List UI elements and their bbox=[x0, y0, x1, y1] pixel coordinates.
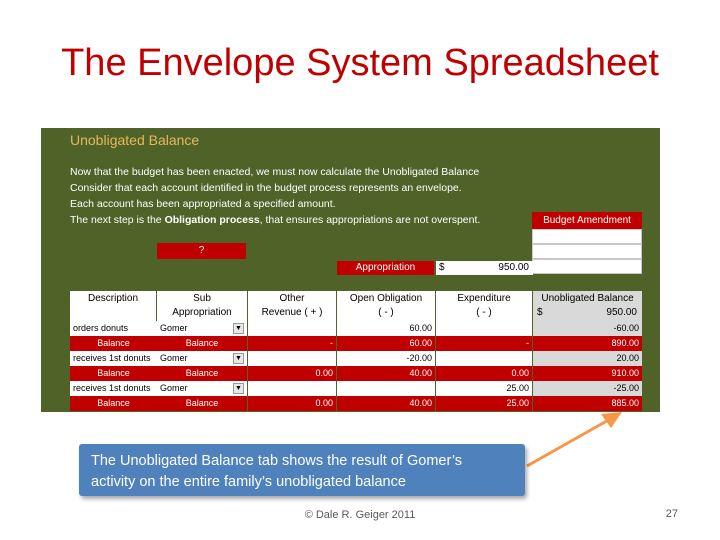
arrow-line bbox=[527, 418, 612, 466]
callout-line-1: The Unobligated Balance tab shows the result of Gomer’s bbox=[91, 453, 463, 469]
slide-title: The Envelope System Spreadsheet bbox=[61, 42, 659, 84]
instruction-line-4-start: The next step is the bbox=[70, 214, 165, 226]
header-open-text-2: ( - ) bbox=[378, 307, 394, 318]
row-other: 0.00 bbox=[248, 396, 336, 411]
row-exp[interactable]: 25.00 bbox=[436, 381, 532, 396]
row-open: 40.00 bbox=[337, 396, 435, 411]
row-sub-value: Gomer bbox=[160, 323, 188, 333]
row-unobligated: -60.00 bbox=[533, 321, 642, 336]
row-unobligated: 890.00 bbox=[533, 336, 642, 351]
row-description: Balance bbox=[70, 336, 157, 351]
instruction-line-4-end: , that ensures appropriations are not overspent. bbox=[259, 214, 481, 226]
dropdown-arrow-icon[interactable]: ▼ bbox=[233, 383, 244, 394]
row-unobligated: 20.00 bbox=[533, 351, 642, 366]
header-open-text: Open Obligation bbox=[349, 293, 423, 304]
row-sub-value: Balance bbox=[157, 336, 247, 351]
row-unobligated: 910.00 bbox=[533, 366, 642, 381]
header-unob-text: Unobligated Balance bbox=[541, 293, 634, 304]
instruction-line-2: Consider that each account identified in the budget process represents an envelope. bbox=[70, 182, 462, 194]
header-description-text: Description bbox=[87, 293, 139, 304]
row-sub-value: Balance bbox=[157, 396, 247, 411]
instruction-line-3: Each account has been appropriated a specified amount. bbox=[70, 198, 336, 210]
row-unobligated: 885.00 bbox=[533, 396, 642, 411]
row-open: 60.00 bbox=[337, 336, 435, 351]
header-other-text: Other bbox=[279, 293, 305, 304]
header-exp-text-2: ( - ) bbox=[476, 307, 492, 318]
row-open: 40.00 bbox=[337, 366, 435, 381]
row-unobligated: -25.00 bbox=[533, 381, 642, 396]
footer-copyright: © Dale R. Geiger 2011 bbox=[304, 509, 416, 521]
row-exp: 25.00 bbox=[436, 396, 532, 411]
header-sub-text-2: Appropriation bbox=[172, 307, 232, 318]
obligation-process-text: Obligation process bbox=[164, 214, 260, 226]
instruction-line-1: Now that the budget has been enacted, we must now calculate the Unobligated Balance bbox=[70, 166, 480, 178]
row-sub-value: Gomer bbox=[160, 383, 188, 393]
row-description[interactable]: receives 1st donuts bbox=[70, 381, 157, 396]
appropriation-currency: $ bbox=[439, 262, 445, 273]
row-other: 0.00 bbox=[248, 366, 336, 381]
header-exp-text: Expenditure bbox=[457, 293, 511, 304]
appropriation-value: 950.00 bbox=[498, 262, 529, 273]
row-description: Balance bbox=[70, 366, 157, 381]
budget-amendment-label: Budget Amendment bbox=[532, 212, 642, 229]
row-sub-value: Balance bbox=[157, 366, 247, 381]
row-description: Balance bbox=[70, 396, 157, 411]
sheet-heading: Unobligated Balance bbox=[70, 132, 200, 148]
header-unob-value: 950.00 bbox=[606, 307, 637, 318]
header-sub-text: Sub bbox=[193, 293, 211, 304]
row-exp: 0.00 bbox=[436, 366, 532, 381]
appropriation-label: Appropriation bbox=[337, 261, 434, 275]
page-number: 27 bbox=[665, 508, 678, 520]
row-description[interactable]: receives 1st donuts bbox=[70, 351, 157, 366]
arrow-head bbox=[601, 412, 622, 428]
row-exp: - bbox=[436, 336, 532, 351]
row-open[interactable]: -20.00 bbox=[337, 351, 435, 366]
callout-line-2: activity on the entire family’s unobligated balance bbox=[91, 474, 406, 490]
row-other: - bbox=[248, 336, 336, 351]
row-description[interactable]: orders donuts bbox=[70, 321, 157, 336]
row-sub-value: Gomer bbox=[160, 353, 188, 363]
header-unob-currency: $ bbox=[537, 307, 543, 318]
dropdown-arrow-icon[interactable]: ▼ bbox=[233, 353, 244, 364]
header-other-text-2: Revenue ( + ) bbox=[261, 307, 323, 318]
row-open[interactable]: 60.00 bbox=[337, 321, 435, 336]
dropdown-arrow-icon[interactable]: ▼ bbox=[233, 323, 244, 334]
question-cell[interactable]: ? bbox=[157, 243, 246, 259]
callout-box bbox=[79, 444, 525, 496]
